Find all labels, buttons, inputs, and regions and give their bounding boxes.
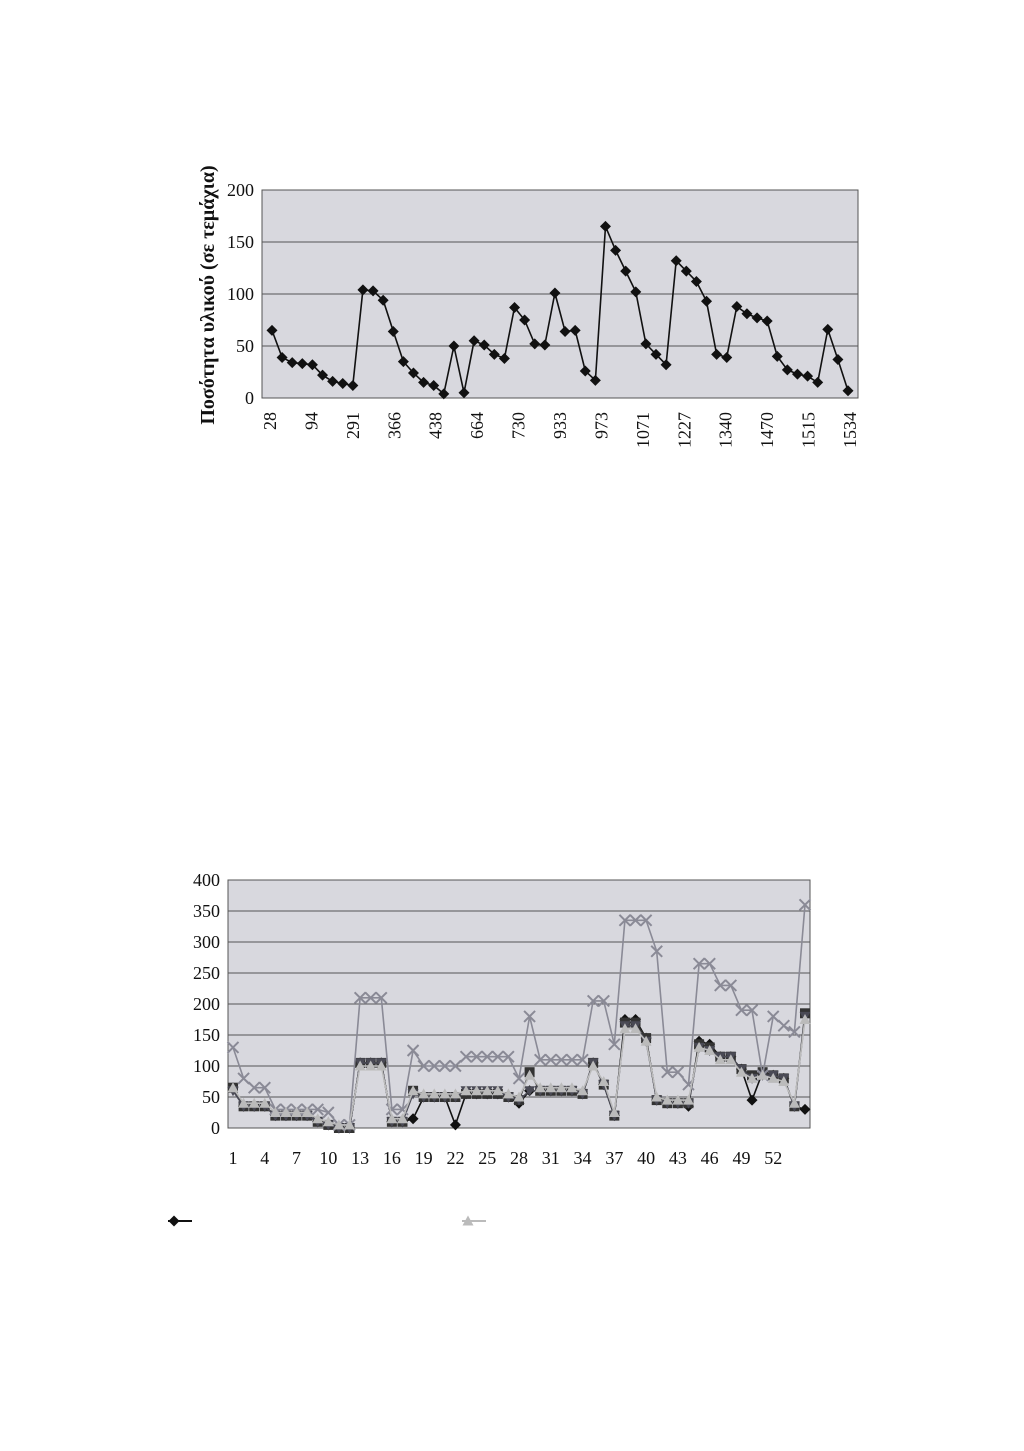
- x-tick-label: 28: [260, 412, 280, 430]
- legend-entry-2: [462, 1216, 486, 1226]
- x-tick-label: 438: [425, 412, 446, 439]
- y-tick-label: 300: [193, 932, 220, 952]
- x-tick-label: 37: [605, 1148, 624, 1168]
- x-tick-label: 1227: [674, 412, 695, 448]
- y-tick-label: 200: [193, 994, 220, 1014]
- x-tick-label: 1470: [757, 412, 778, 448]
- x-tick-label: 22: [446, 1148, 465, 1168]
- x-tick-label: 49: [732, 1148, 751, 1168]
- x-tick-label: 1: [228, 1148, 238, 1168]
- x-tick-label: 7: [292, 1148, 302, 1168]
- chart-2-x-tick-labels: [229, 1148, 783, 1168]
- y-tick-label: 50: [202, 1087, 220, 1107]
- y-tick-label: 150: [227, 232, 254, 252]
- x-tick-label: 31: [541, 1148, 560, 1168]
- x-tick-label: 40: [637, 1148, 656, 1168]
- x-tick-label: 10: [319, 1148, 338, 1168]
- x-tick-label: 46: [700, 1148, 719, 1168]
- x-tick-label: 52: [764, 1148, 783, 1168]
- x-tick-label: 94: [301, 412, 322, 430]
- chart-2-y-tick-labels: [193, 870, 220, 1138]
- x-tick-label: 1534: [840, 412, 860, 448]
- y-tick-label: 250: [193, 963, 220, 983]
- x-tick-label: 4: [260, 1148, 270, 1168]
- chart-1: [197, 165, 860, 448]
- x-tick-label: 933: [550, 412, 570, 439]
- y-tick-label: 50: [236, 336, 254, 356]
- x-tick-label: 730: [508, 412, 529, 439]
- x-tick-label: 1515: [798, 412, 819, 448]
- x-tick-label: 973: [591, 412, 612, 439]
- chart-1-x-tick-labels: [260, 412, 860, 448]
- x-tick-label: 43: [668, 1148, 687, 1168]
- y-tick-label: 0: [211, 1118, 220, 1138]
- chart-2: [168, 870, 811, 1227]
- x-tick-label: 19: [414, 1148, 433, 1168]
- y-tick-label: 0: [245, 388, 254, 408]
- legend-marker: [169, 1216, 180, 1227]
- x-tick-label: 16: [382, 1148, 401, 1168]
- x-tick-label: 34: [573, 1148, 592, 1168]
- x-tick-label: 25: [478, 1148, 497, 1168]
- x-tick-label: 366: [384, 412, 405, 439]
- y-tick-label: 100: [193, 1056, 220, 1076]
- y-tick-label: 150: [193, 1025, 220, 1045]
- x-tick-label: 1340: [715, 412, 736, 448]
- x-tick-label: 1071: [632, 412, 653, 448]
- y-tick-label: 350: [193, 901, 220, 921]
- chart-1-y-axis-label: Ποσότητα υλικού (σε τεμάχια): [197, 165, 219, 425]
- chart-1-y-tick-labels: [227, 180, 254, 408]
- y-tick-label: 200: [227, 180, 254, 200]
- x-tick-label: 13: [351, 1148, 370, 1168]
- legend-entry-1: [168, 1216, 192, 1227]
- x-tick-label: 291: [342, 412, 363, 439]
- x-tick-label: 664: [467, 412, 488, 439]
- chart-2-legend: [168, 1216, 486, 1227]
- x-tick-label: 28: [510, 1148, 528, 1168]
- y-tick-label: 100: [227, 284, 254, 304]
- y-tick-label: 400: [193, 870, 220, 890]
